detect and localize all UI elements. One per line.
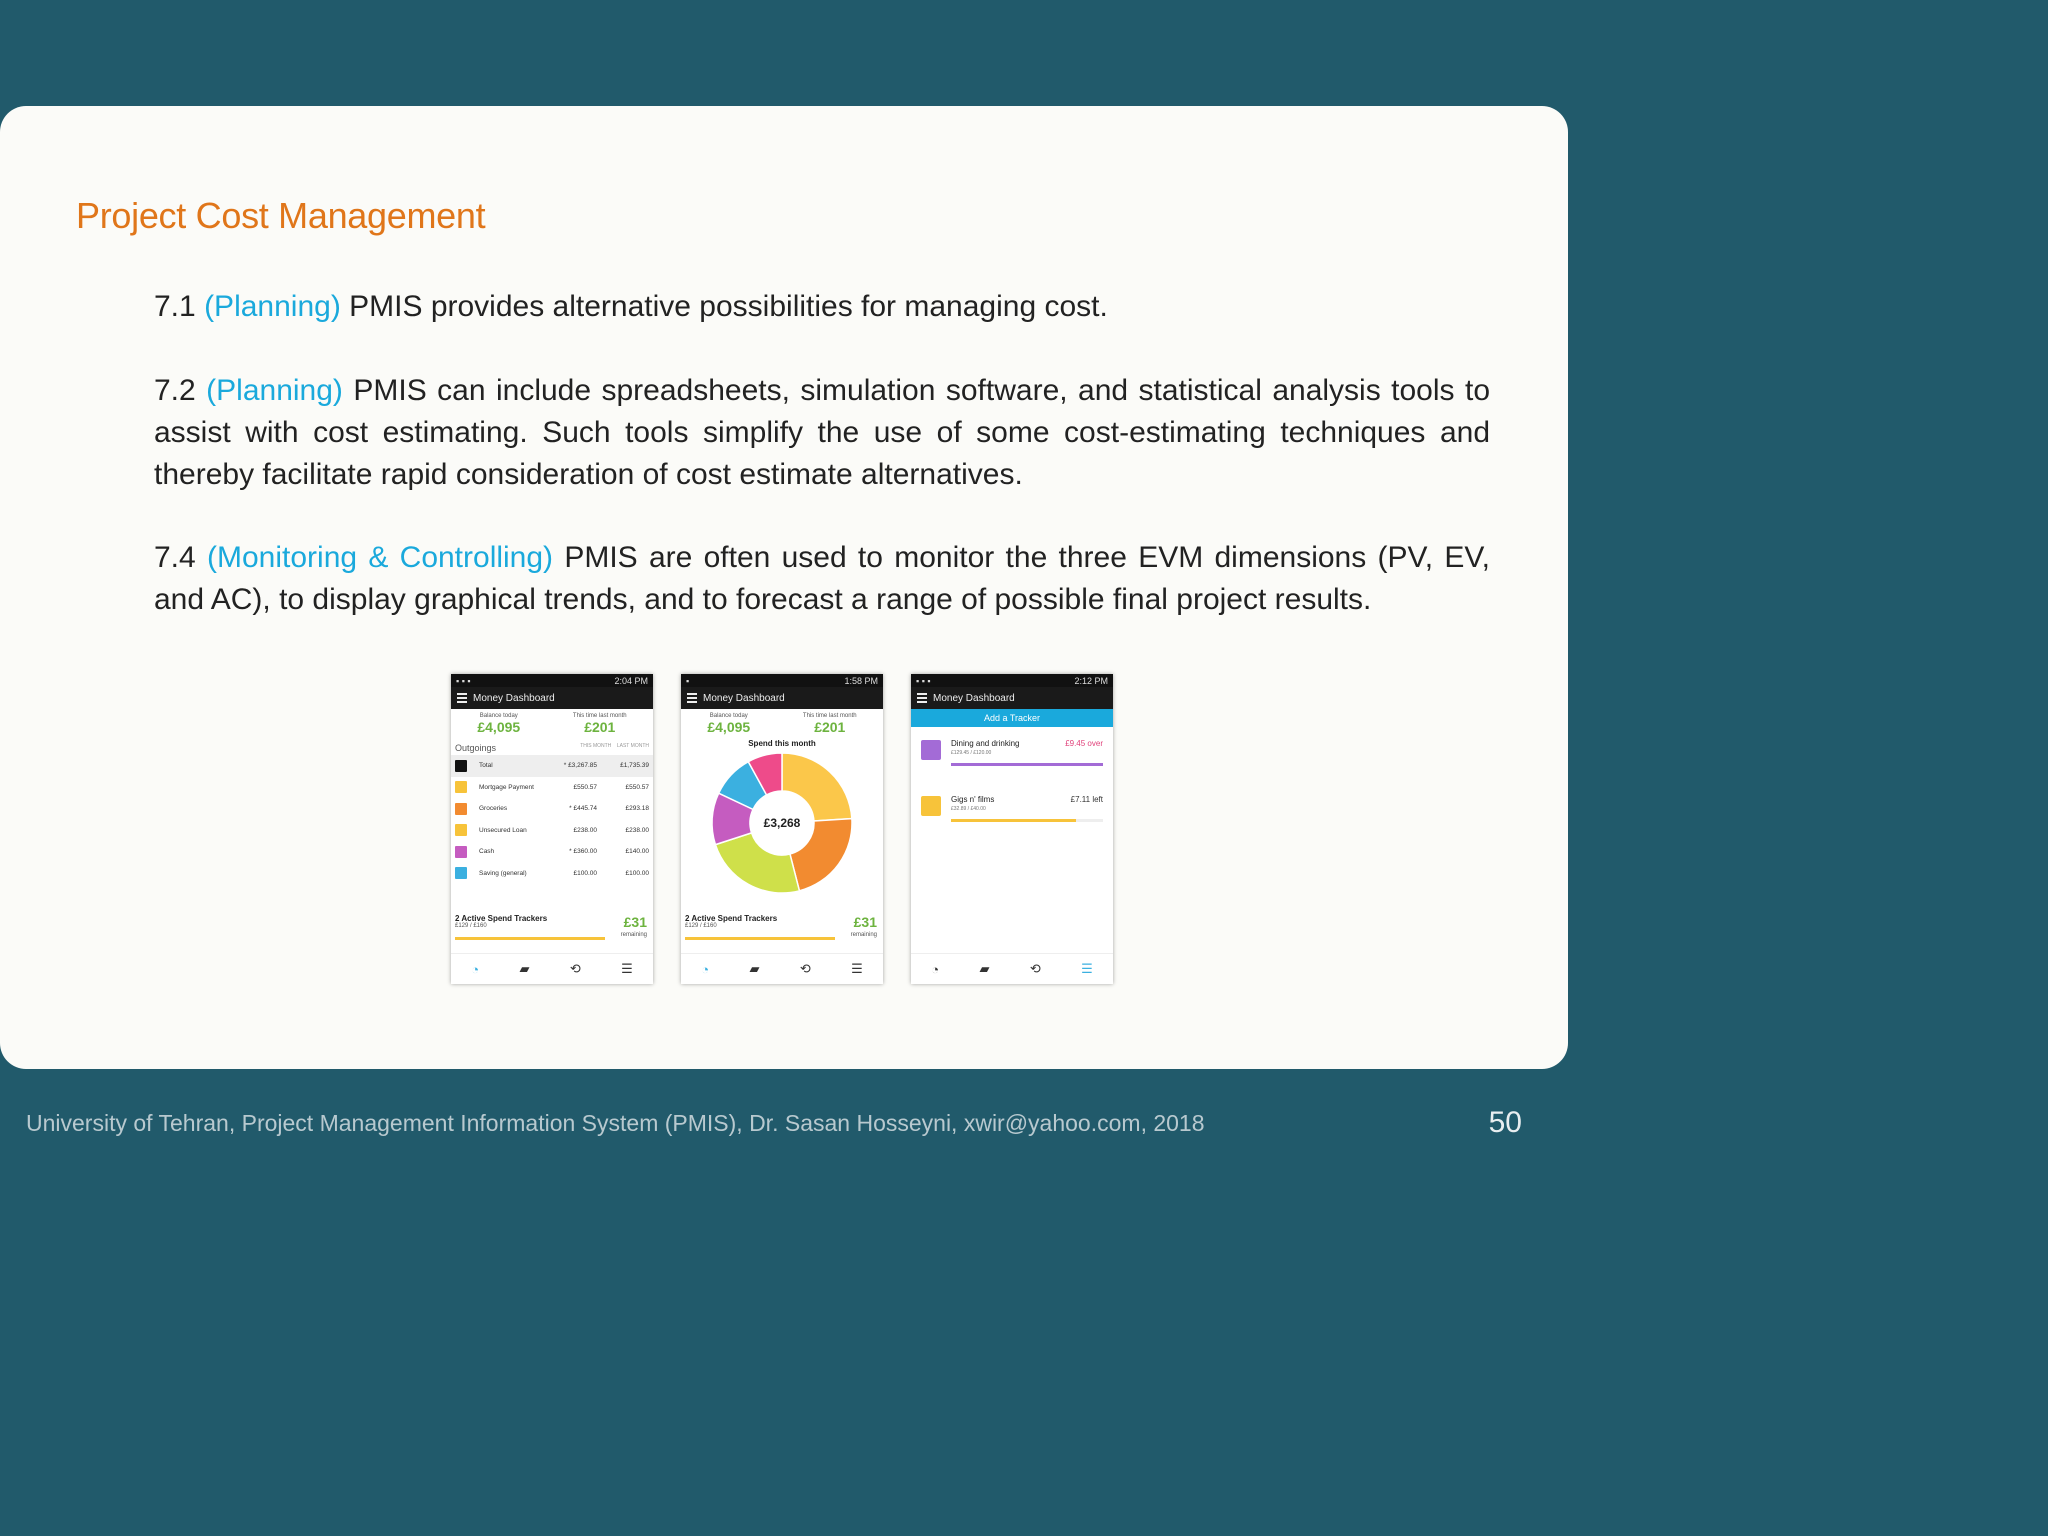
category-name: Groceries [479,805,508,813]
this-month-value: * £3,267.85 [563,762,597,770]
accounts-icon: ▰ [749,961,760,976]
menu-icon [457,691,467,705]
paragraph-tag: (Monitoring & Controlling) [207,541,554,574]
tracker-progress [951,819,1103,822]
tracker-status: £7.11 left [1070,795,1103,804]
category-name: Saving (general) [479,869,527,877]
dashboard-icon: ◔ [701,961,710,977]
app-bar: Money Dashboard [911,687,1113,709]
last-month-value: £238.00 [625,826,649,834]
donut-chart [702,748,862,898]
tracker-status: £9.45 over [1065,739,1103,748]
menu-icon [917,691,927,705]
phone-screenshot-spend-chart [681,674,883,984]
tracker-name: Gigs n' films [951,795,995,804]
tracker-sub: £32.89 / £40.00 [951,806,986,812]
last-month-value: £293.18 [625,805,649,813]
balance-summary: Balance today £4,095 This time last month £201 [477,713,627,735]
last-month-value: £550.57 [625,783,649,791]
category-icon [455,867,467,879]
slide-title: Project Cost Management [76,195,486,236]
category-name: Unsecured Loan [479,826,527,834]
this-month-value: £100.00 [573,869,597,877]
bottom-nav [911,953,1113,984]
tracker-item [911,783,1113,839]
transactions-icon: ⟲ [1029,961,1041,976]
tracker-item [911,727,1113,783]
outgoing-row [451,841,653,863]
paragraph-tag: (Planning) [206,374,343,407]
transactions-icon: ⟲ [799,961,811,976]
spend-donut: Spend this month £3,268 [681,739,883,900]
tracker-progress [951,763,1103,766]
tracker-sub: £129.45 / £120.00 [951,750,992,756]
app-bar: Money Dashboard [681,687,883,709]
balance-summary: Balance today £4,095 This time last month £201 [707,713,857,735]
outgoing-row [451,777,653,799]
donut-segment [715,833,799,893]
paragraph-tag: (Planning) [204,290,341,323]
outgoing-row [451,820,653,842]
tracker-icon [921,796,941,816]
tracker-icon: ☰ [1081,961,1093,976]
category-icon [455,846,467,858]
app-bar: Money Dashboard [451,687,653,709]
this-month-value: * £445.74 [569,805,597,813]
this-month-value: £550.57 [573,783,597,791]
outgoing-row [451,863,653,885]
category-name: Mortgage Payment [479,783,534,791]
donut-segment [782,753,852,821]
paragraph-7-2: 7.2 (Planning) PMIS can include spreadsheets, simulation software, and statistical analysis tools to assist with cost estimating. Such tools simplify the use of some cost-estimating techniques and thereby facilitate rapid consideration of cost estimate alternatives. [154,374,1490,491]
status-bar: ▪ ▪ ▪ 2:04 PM [451,674,653,687]
spend-trackers: 2 Active Spend Trackers £129 / £160 £31 remaining [455,914,647,938]
tracker-name: Dining and drinking [951,739,1020,748]
status-bar: ▪ 1:58 PM [681,674,883,687]
tracker-icon: ☰ [621,961,633,976]
dashboard-icon: ◔ [931,961,940,977]
category-icon [455,824,467,836]
last-month-value: £140.00 [625,848,649,856]
outgoings-header: Outgoings THIS MONTH LAST MONTH [455,743,649,753]
tracker-icon: ☰ [851,961,863,976]
phone-screenshot-outgoings [451,674,653,984]
add-tracker-button: Add a Tracker [911,709,1113,727]
accounts-icon: ▰ [519,961,530,976]
bottom-nav [451,953,653,984]
this-month-value: * £360.00 [569,848,597,856]
accounts-icon: ▰ [979,961,990,976]
phone-screenshot-trackers [911,674,1113,984]
footer-text: University of Tehran, Project Management Information System (PMIS), Dr. Sasan Hosseyni, xwir@yahoo.com, 2018 [26,1110,1205,1136]
category-icon [455,760,467,772]
menu-icon [687,691,697,705]
last-month-value: £100.00 [625,869,649,877]
category-name: Cash [479,848,495,856]
page-number: 50 [1488,1106,1522,1139]
donut-center-label: £3,268 [763,816,801,830]
last-month-value: £1,735.39 [620,762,649,770]
outgoing-row [451,755,653,777]
status-bar: ▪ ▪ ▪ 2:12 PM [911,674,1113,687]
category-icon [455,781,467,793]
category-name: Total [479,762,493,770]
category-icon [455,803,467,815]
outgoing-row [451,798,653,820]
dashboard-icon: ◔ [471,961,480,977]
paragraph-7-4: 7.4 (Monitoring & Controlling) PMIS are often used to monitor the three EVM dimensions (PV, EV, and AC), to display graphical trends, and to forecast a range of possible final project results. [154,541,1490,616]
transactions-icon: ⟲ [569,961,581,976]
this-month-value: £238.00 [573,826,597,834]
bottom-nav [681,953,883,984]
tracker-icon [921,740,941,760]
spend-trackers: 2 Active Spend Trackers £129 / £160 £31 remaining [685,914,877,938]
paragraph-7-1: 7.1 (Planning) PMIS provides alternative possibilities for managing cost. [154,290,1108,323]
